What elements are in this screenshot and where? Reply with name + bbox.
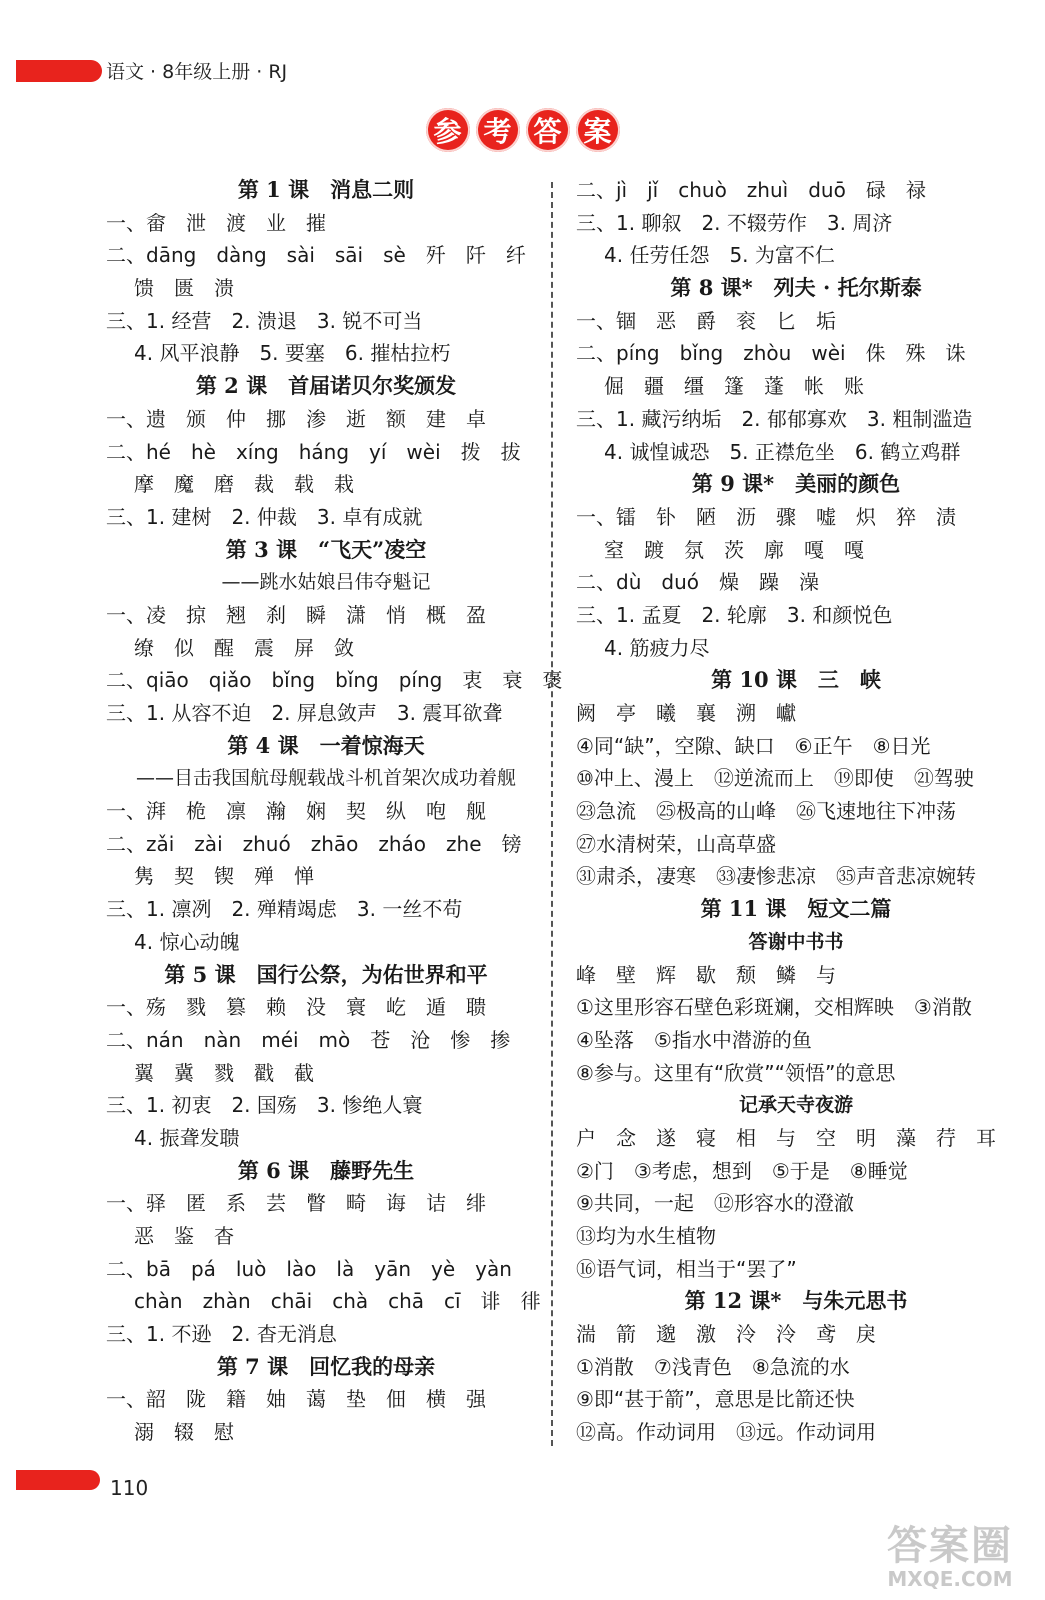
answer-line: ①消散 ⑦浅青色 ⑧急流的水 xyxy=(576,1354,850,1379)
title-char: 参 xyxy=(426,108,470,152)
answer-line: 倔 疆 缰 篷 蓬 帐 账 xyxy=(604,374,864,399)
answer-line: ②门 ③考虑，想到 ⑤于是 ⑧睡觉 xyxy=(576,1158,908,1183)
lesson-heading: 第 1 课 消息二则 xyxy=(237,177,415,202)
answer-line: 隽 契 锲 殚 惮 xyxy=(134,864,314,889)
answer-line: 一、锢 恶 爵 衮 匕 垢 xyxy=(576,308,836,333)
answer-line: 二、qiāo qiǎo bǐng bǐng píng 衷 衰 褒 xyxy=(106,668,563,693)
lesson-heading: 第 2 课 首届诺贝尔奖颁发 xyxy=(195,373,457,399)
answer-line: 二、nán nàn méi mò 苍 沧 惨 掺 xyxy=(106,1027,511,1052)
lesson-heading: 第 6 课 藤野先生 xyxy=(237,1157,415,1183)
title-char: 考 xyxy=(476,108,520,152)
answer-line: 三、1. 经营 2. 溃退 3. 锐不可当 xyxy=(106,308,423,333)
answer-line: 摩 魔 磨 裁 载 栽 xyxy=(134,472,354,497)
answer-line: ⑩冲上、漫上 ⑫逆流而上 ⑲即使 ㉑驾驶 xyxy=(576,766,974,791)
lesson-heading: 第 5 课 国行公祭，为佑世界和平 xyxy=(164,961,488,987)
answer-line: ⑫高。作动词用 ⑬远。作动词用 xyxy=(576,1420,876,1445)
answer-line: 二、píng bǐng zhòu wèi 侏 殊 诛 xyxy=(576,341,966,366)
answer-line: ⑨共同，一起 ⑫形容水的澄澈 xyxy=(576,1191,854,1216)
lesson-heading: 第 9 课* 美丽的颜色 xyxy=(691,471,901,497)
answer-line: 三、1. 藏污纳垢 2. 郁郁寡欢 3. 粗制滥造 xyxy=(576,406,973,431)
page-number: 110 xyxy=(110,1476,149,1500)
lesson-heading: 第 11 课 短文二篇 xyxy=(700,896,892,922)
lesson-heading: 第 8 课* 列夫 · 托尔斯泰 xyxy=(670,275,922,301)
header-red-bar xyxy=(16,60,102,82)
watermark-text: 答案圈 xyxy=(887,1523,1013,1569)
answer-line: 溺 辍 慰 xyxy=(134,1420,234,1445)
answer-line: 4. 振聋发聩 xyxy=(134,1125,240,1150)
answer-line: 峰 壁 辉 歇 颓 鳞 与 xyxy=(576,962,836,987)
answer-line: ㉓急流 ㉕极高的山峰 ㉖飞速地往下冲荡 xyxy=(576,799,956,824)
answer-line: 三、1. 初衷 2. 国殇 3. 惨绝人寰 xyxy=(106,1093,423,1118)
answer-line: chàn zhàn chāi chà chā cī 诽 徘 xyxy=(134,1289,541,1314)
answer-line: ⑨即“甚于箭”，意思是比箭还快 xyxy=(576,1387,855,1412)
lesson-heading: 第 12 课* 与朱元思书 xyxy=(684,1288,908,1314)
answer-line: 翼 冀 戮 戳 截 xyxy=(134,1060,314,1085)
answer-line: 二、dāng dàng sài sāi sè 歼 阡 纤 xyxy=(106,243,526,268)
answer-line: 阙 亭 曦 襄 溯 巘 xyxy=(576,701,796,725)
title-char: 案 xyxy=(576,108,620,152)
answer-line: 二、dù duó 燥 躁 澡 xyxy=(576,570,819,595)
answer-line: 窒 踱 氛 茨 廓 嘎 嘎 xyxy=(604,537,864,562)
answer-line: 户 念 遂 寝 相 与 空 明 藻 荇 耳 xyxy=(576,1125,996,1150)
header-book-info: 语文 · 8年级上册 · RJ xyxy=(106,61,288,83)
answer-line: 三、1. 从容不迫 2. 屏息敛声 3. 震耳欲聋 xyxy=(106,701,503,725)
answer-line: 一、殇 戮 篡 赖 没 寰 屹 遁 聩 xyxy=(106,995,486,1020)
answer-line: 4. 诚惶诚恐 5. 正襟危坐 6. 鹤立鸡群 xyxy=(604,439,961,464)
answer-line: 一、凌 掠 翘 刹 瞬 潇 悄 概 盈 xyxy=(106,602,486,627)
lesson-subtitle: ——跳水姑娘吕伟夺魁记 xyxy=(221,571,431,594)
title-char: 答 xyxy=(526,108,570,152)
answer-line: ①这里形容石壁色彩斑斓，交相辉映 ③消散 xyxy=(576,995,972,1020)
answer-line: ⑯语气词，相当于“罢了” xyxy=(576,1256,797,1281)
answer-line: 二、zǎi zài zhuó zhāo zháo zhe 镑 xyxy=(106,831,522,856)
answer-line: ⑧参与。这里有“欣赏”“领悟”的意思 xyxy=(576,1060,896,1085)
answer-line: ⑬均为水生植物 xyxy=(576,1224,716,1248)
lesson-heading: 第 7 课 回忆我的母亲 xyxy=(216,1353,436,1379)
answer-line: 一、湃 桅 凛 瀚 娴 契 纵 咆 舰 xyxy=(106,799,486,824)
answer-line: 一、畲 泄 渡 业 摧 xyxy=(106,210,326,235)
answer-line: 二、jì jǐ chuò zhuì duō 碌 禄 xyxy=(576,178,926,202)
answer-line: 三、1. 凛冽 2. 殚精竭虑 3. 一丝不苟 xyxy=(106,897,463,922)
answer-line: 一、韶 陇 籍 妯 蔼 垫 佃 横 强 xyxy=(106,1387,486,1412)
answer-line: 缭 似 醒 震 屏 敛 xyxy=(134,635,354,660)
answer-line: 三、1. 孟夏 2. 轮廓 3. 和颜悦色 xyxy=(576,602,893,627)
left-answer-column xyxy=(106,174,563,1449)
text-subheading: 答谢中书书 xyxy=(748,930,844,953)
answer-line: 三、1. 不逊 2. 杳无消息 xyxy=(106,1322,337,1347)
answer-line: 4. 任劳任怨 5. 为富不仁 xyxy=(604,243,835,268)
lesson-subtitle: ——目击我国航母舰载战斗机首架次成功着舰 xyxy=(135,767,516,790)
column-divider xyxy=(551,182,553,1446)
answer-line: 湍 箭 邈 激 泠 泠 鸢 戾 xyxy=(576,1322,876,1347)
watermark-logo xyxy=(875,1524,1025,1590)
watermark-url: MXQE.COM xyxy=(887,1567,1013,1591)
lesson-heading: 第 4 课 一着惊海天 xyxy=(227,732,425,758)
page-title xyxy=(0,108,1045,152)
answer-line: 恶 鉴 杳 xyxy=(134,1224,234,1248)
answer-line: 馈 匮 溃 xyxy=(134,276,234,301)
answer-line: 三、1. 聊叙 2. 不辍劳作 3. 周济 xyxy=(576,210,893,235)
answer-line: 二、bā pá luò lào là yān yè yàn xyxy=(106,1256,512,1281)
answer-line: 二、hé hè xíng háng yí wèi 拨 拔 xyxy=(106,439,521,464)
answer-line: 4. 惊心动魄 xyxy=(134,929,240,954)
answer-line: ㉗水清树荣，山高草盛 xyxy=(576,831,776,856)
answer-line: ㉛肃杀，凄寒 ㉝凄惨悲凉 ㉟声音悲凉婉转 xyxy=(576,864,976,889)
answer-line: ④坠落 ⑤指水中潜游的鱼 xyxy=(576,1027,812,1052)
answer-line: 三、1. 建树 2. 仲裁 3. 卓有成就 xyxy=(106,504,423,529)
lesson-heading: 第 10 课 三 峡 xyxy=(711,667,881,693)
answer-line: 一、镭 钋 陋 沥 骤 嘘 炽 猝 渍 xyxy=(576,504,956,529)
answer-line: 4. 风平浪静 5. 要塞 6. 摧枯拉朽 xyxy=(134,341,451,366)
answer-line: 一、遗 颁 仲 挪 渗 逝 额 建 卓 xyxy=(106,406,486,431)
footer-red-bar xyxy=(16,1470,100,1490)
answer-line: ④同“缺”，空隙、缺口 ⑥正午 ⑧日光 xyxy=(576,733,931,758)
lesson-heading: 第 3 课 “飞天”凌空 xyxy=(225,536,427,562)
text-subheading: 记承天寺夜游 xyxy=(738,1094,853,1117)
right-answer-column xyxy=(576,174,1016,1449)
answer-line: 一、驿 匿 系 芸 瞥 畸 诲 诘 绯 xyxy=(106,1191,486,1216)
answer-line: 4. 筋疲力尽 xyxy=(604,635,710,660)
